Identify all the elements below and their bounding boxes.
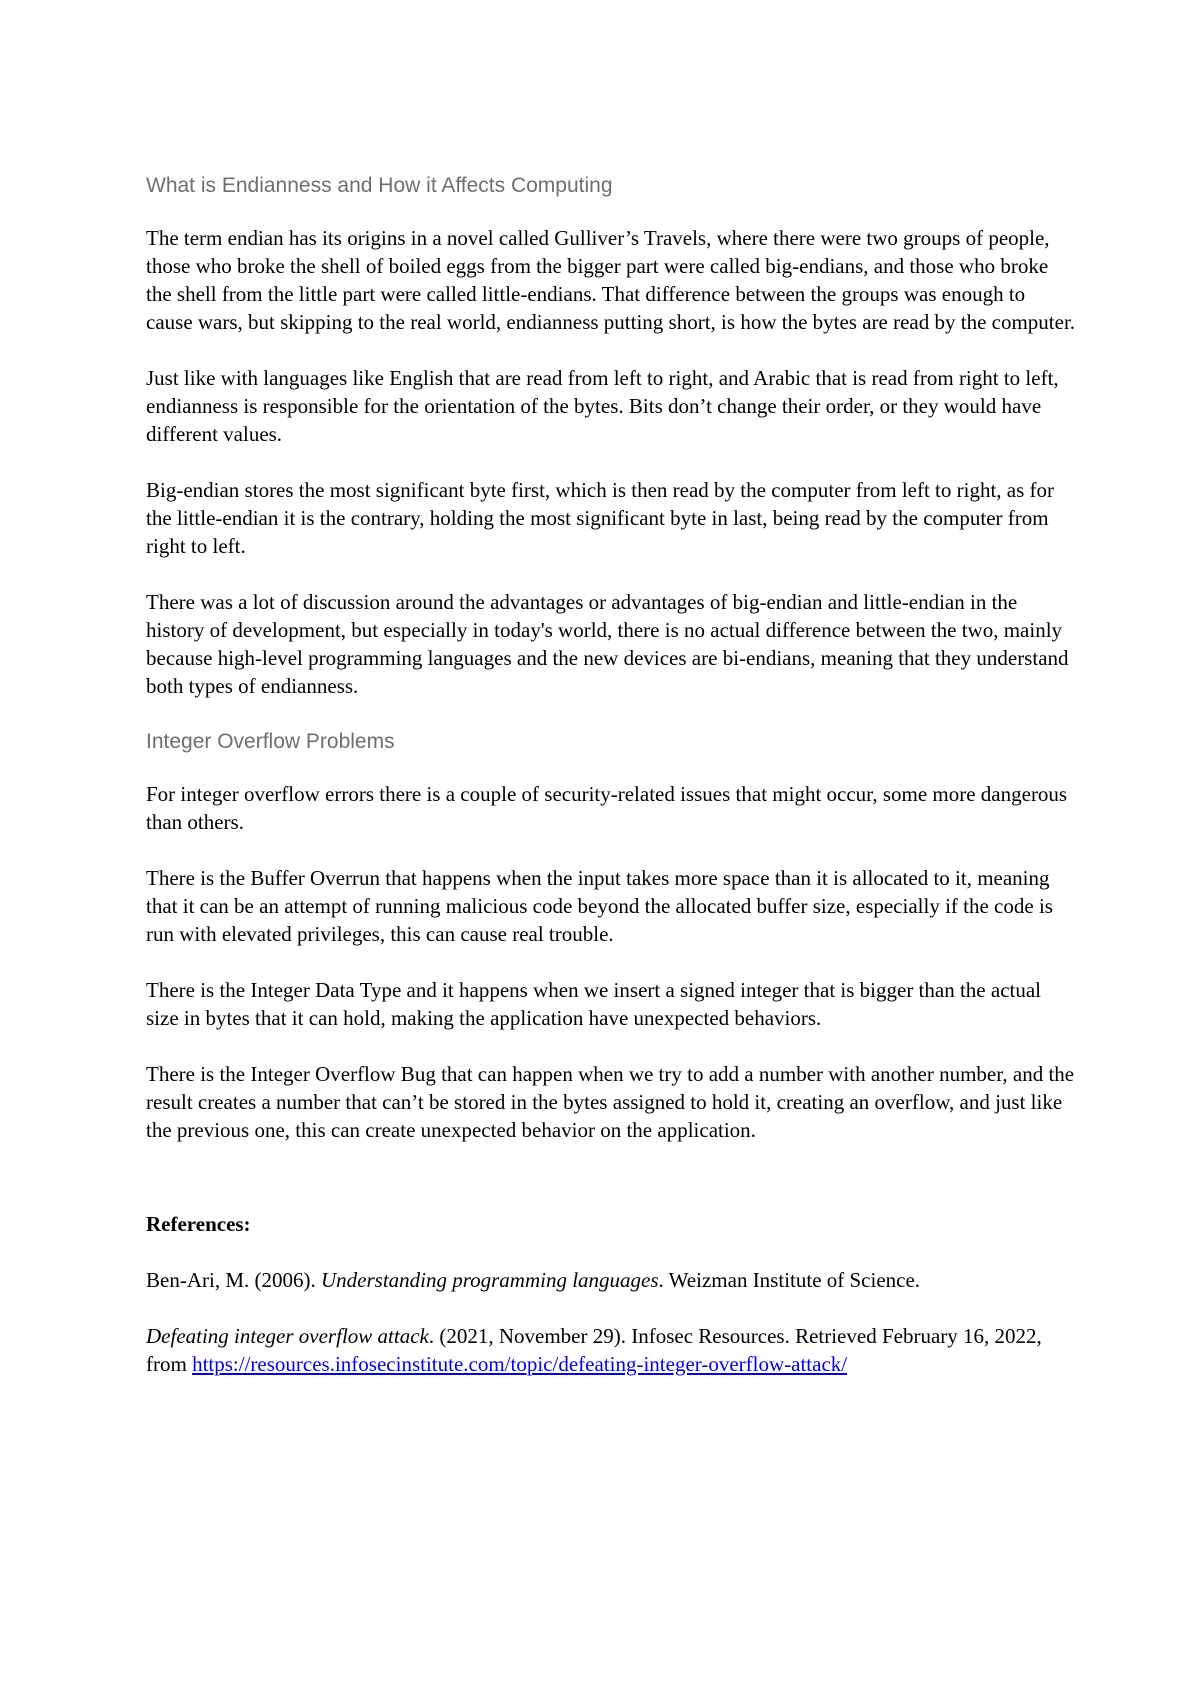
paragraph: There is the Integer Data Type and it happens when we insert a signed integer that is bigger than the actual size in bytes that it can hold, making the application have unexpected behaviors. <box>146 978 1042 1030</box>
reference-details: . (2021, November 29). Infosec Resources. Retrieved February 16, 2022, from <box>146 1324 1042 1376</box>
paragraph: There is the Integer Overflow Bug that can happen when we try to add a number with another number, and the result creates a number that can’t be stored in the bytes assigned to hold it, creating an overflow, and just like the previous one, this can create unexpected behavior on the application. <box>146 1062 1075 1142</box>
section-heading-integer-overflow: Integer Overflow Problems <box>146 730 395 753</box>
paragraph: The term endian has its origins in a novel called Gulliver’s Travels, where there were two groups of people, those who broke the shell of boiled eggs from the bigger part were called big-endians, and those who broke the shell from the little part were called little-endians. That difference between the groups was enough to cause wars, but skipping to the real world, endianness putting short, is how the bytes are read by the computer. <box>146 226 1076 334</box>
reference-entry-1 <box>146 1266 1076 1294</box>
reference-title: Defeating integer overflow attack <box>146 1324 429 1348</box>
reference-publisher: . Weizman Institute of Science. <box>658 1268 921 1292</box>
paragraph: There is the Buffer Overrun that happens when the input takes more space than it is allocated to it, meaning that it can be an attempt of running malicious code beyond the allocated buffer size, especially if the code is run with elevated privileges, this can cause real trouble. <box>146 866 1053 946</box>
references-title: References: <box>146 1212 251 1236</box>
paragraph: There was a lot of discussion around the advantages or advantages of big-endian and little-endian in the history of development, but especially in today's world, there is no actual difference between the two, mainly because high-level programming languages and the new devices are bi-endians, meaning that they understand both types of endianness. <box>146 590 1069 698</box>
reference-link[interactable]: https://resources.infosecinstitute.com/topic/defeating-integer-overflow-attack/ <box>192 1352 848 1376</box>
reference-title: Understanding programming languages <box>320 1268 659 1292</box>
document-page <box>146 172 1076 1406</box>
section-heading-endianness: What is Endianness and How it Affects Computing <box>146 174 613 197</box>
reference-author: Ben-Ari, M. (2006). <box>146 1268 321 1292</box>
reference-entry-2 <box>146 1322 1076 1378</box>
paragraph: Just like with languages like English that are read from left to right, and Arabic that is read from right to left, endianness is responsible for the orientation of the bytes. Bits don’t change their order, or they would have different values. <box>146 366 1059 446</box>
paragraph: Big-endian stores the most significant byte first, which is then read by the computer from left to right, as for the little-endian it is the contrary, holding the most significant byte in last, being read by the computer from right to left. <box>146 478 1055 558</box>
paragraph: For integer overflow errors there is a couple of security-related issues that might occur, some more dangerous than others. <box>146 782 1068 834</box>
